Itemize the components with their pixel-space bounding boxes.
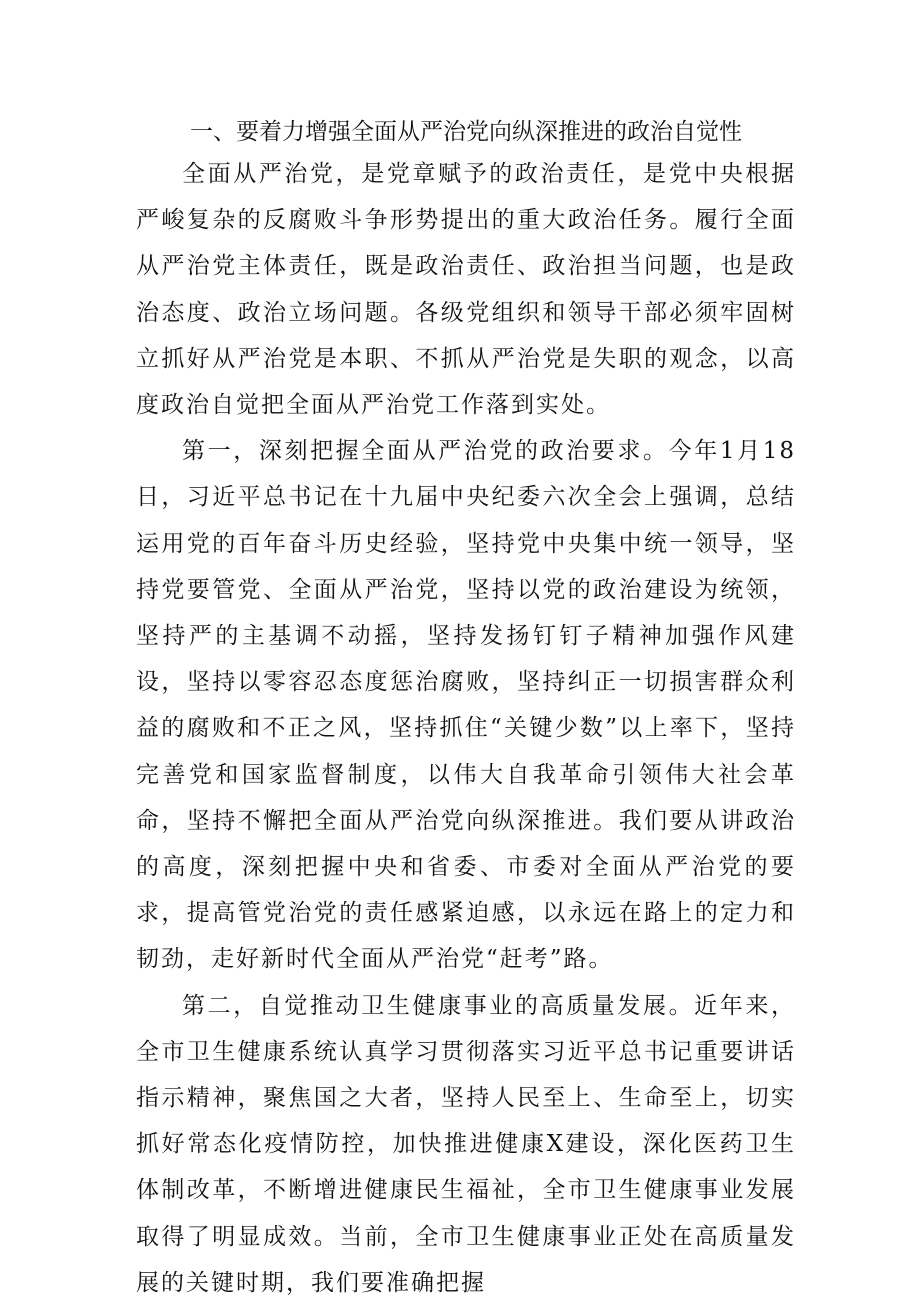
document-body: [136, 151, 796, 1306]
paragraph-second-point: 第二，自觉推动卫生健康事业的高质量发展。近年来，全市卫生健康系统认真学习贯彻落实习近平总书记重要讲话指示精神，聚焦国之大者，坚持人民至上、生命至上，切实抓好常态化疫情防控，加快推进健康X建设，深化医药卫生体制改革，不断增进健康民生福祉，全市卫生健康事业发展取得了明显成效。当前，全市卫生健康事业正处在高质量发展的关键时期，我们要准确把握: [136, 992, 796, 1296]
paragraph-intro: 全面从严治党，是党章赋予的政治责任，是党中央根据严峻复杂的反腐败斗争形势提出的重大政治任务。履行全面从严治党主体责任，既是政治责任、政治担当问题，也是政治态度、政治立场问题。各级党组织和领导干部必须牢固树立抓好从严治党是本职、不抓从严治党是失职的观念，以高度政治自觉把全面从严治党工作落到实处。: [136, 161, 796, 419]
paragraph-first-point: 第一，深刻把握全面从严治党的政治要求。今年1月18日，习近平总书记在十九届中央纪委六次全会上强调，总结运用党的百年奋斗历史经验，坚持党中央集中统一领导，坚持党要管党、全面从严治党，坚持以党的政治建设为统领，坚持严的主基调不动摇，坚持发扬钉钉子精神加强作风建设，坚持以零容忍态度惩治腐败，坚持纠正一切损害群众利益的腐败和不正之风，坚持抓住“关键少数”以上率下，坚持完善党和国家监督制度，以伟大自我革命引领伟大社会革命，坚持不懈把全面从严治党向纵深推进。我们要从讲政治的高度，深刻把握中央和省委、市委对全面从严治党的要求，提高管党治党的责任感紧迫感，以永远在路上的定力和韧劲，走好新时代全面从严治党“赶考”路。: [136, 438, 796, 973]
section-heading: 一、要着力增强全面从严治党向纵深推进的政治自觉性: [190, 119, 742, 145]
